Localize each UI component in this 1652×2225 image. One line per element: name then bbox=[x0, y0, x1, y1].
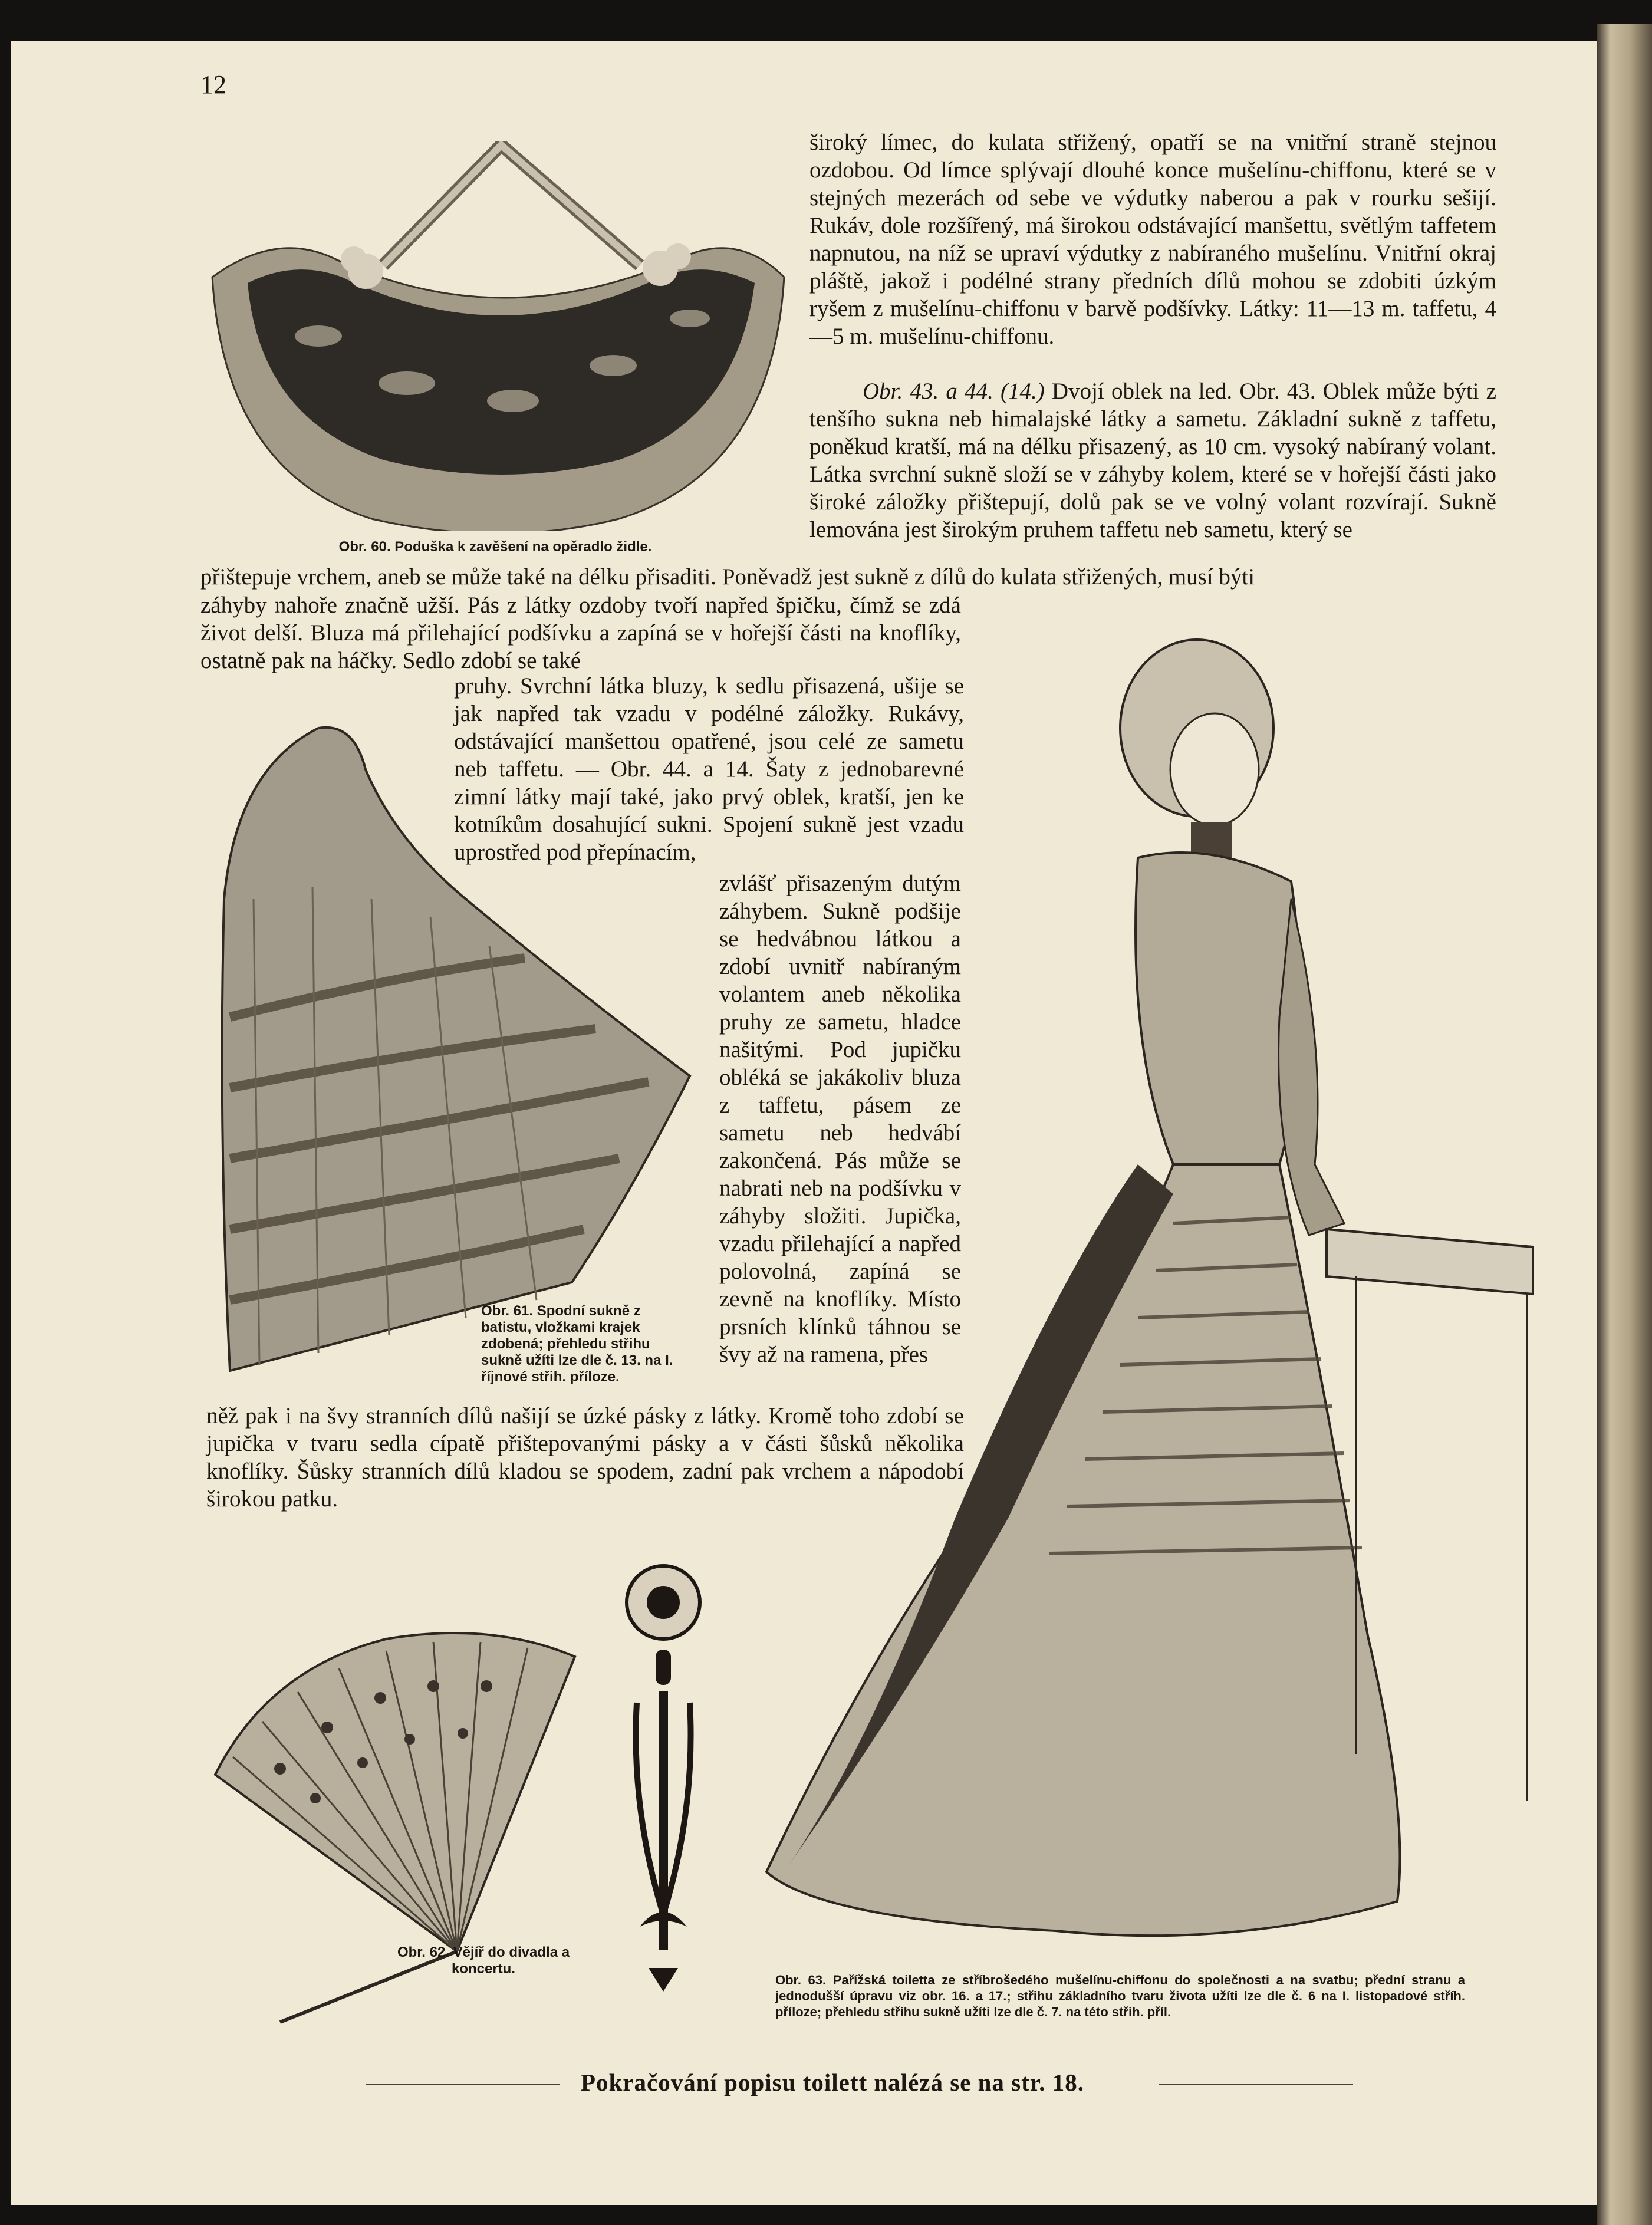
figure-63-toilette bbox=[761, 634, 1539, 1960]
column-text-obr43-body: Dvojí oblek na led. Obr. 43. Oblek může býti z tenšího sukna neb himalajské látky a sametu. Základní sukně z taffetu, poněkud kratší, má na délku přisazený, as 10 cm. vysoký nabíraný volant. Látka svrchní sukně složí se v záhyby kolem, které se v hořejší části jako široké záložky přištepují, dolů pak se ve volný volant rozvírají. Sukně lemována jest širokým pruhem taffetu neb sametu, který se bbox=[809, 378, 1497, 542]
column-text-obr43 bbox=[809, 377, 1496, 544]
figure-reference: Obr. 43. a 44. (14.) bbox=[863, 378, 1045, 404]
caption-fig60: Obr. 60. Poduška k zavěšení na opěradlo židle. bbox=[338, 539, 652, 555]
caption-fig63: Obr. 63. Pařížská toiletta ze stříbrošedého mušelínu-chiffonu do společnosti a na svatbu; přední stranu a jednodušší úpravu viz obr. 16. a 17.; střihu základního tvaru života užíti lze dle č. 6 na I. listopadové stříh. příloze; přehledu střihu sukně užíti lze dle č. 7. na této střih. příl. bbox=[775, 1973, 1465, 2019]
footer-note: Pokračování popisu toilett nalézá se na str. 18. bbox=[581, 2069, 1084, 2096]
full-width-line: přištepuje vrchem, aneb se může také na délku přisaditi. Poněvadž jest sukně z dílů do kulata střižených, musí býti bbox=[200, 564, 1255, 590]
footer-rule-left bbox=[366, 2084, 560, 2085]
ornament-flower-icon bbox=[607, 1561, 719, 1997]
footer-rule-right bbox=[1159, 2084, 1353, 2085]
figure-61-petticoat bbox=[218, 722, 696, 1383]
next-page-edge bbox=[1597, 24, 1652, 2225]
bottom-text: něž pak i na švy stranních dílů našijí se úzké pásky z látky. Kromě toho zdobí se jupička v tvaru sedla cípatě přištepovanými pásky a v části šůsků několika knoflíky. Šůsky stranních dílů kladou se spodem, zadní pak vrchem a nápodobí širokou patku. bbox=[206, 1403, 964, 1512]
mid-text-wide: záhyby nahoře značně užší. Pás z látky ozdoby tvoří napřed špičku, čímž se zdá život delší. Bluza má přilehající podšívku a zapíná se v hořejší části na knoflíky, ostatně pak na háčky. Sedlo zdobí se také bbox=[200, 593, 961, 673]
mid-text-indented: pruhy. Svrchní látka bluzy, k sedlu přisazená, ušije se jak napřed tak vzadu v podélné záložky. Rukávy, odstávající manšettou opatřené, jsou celé ze sametu neb taffetu. — Obr. 44. a 14. Šaty z jednobarevné zimní látky mají také, jako prvý oblek, kratší, jen ke kotníkům dosahující sukni. Spojení sukně jest vzadu uprostřed pod přepínacím, bbox=[454, 673, 964, 865]
caption-fig61: Obr. 61. Spodní sukně z batistu, vložkami krajek zdobená; přehledu střihu sukně užíti lze dle č. 13. na I. říjnové střih. příloze. bbox=[481, 1303, 673, 1385]
column-text-top: široký límec, do kulata střižený, opatří se na vnitřní straně stejnou ozdobou. Od límce splývají dlouhé konce mušelínu-chiffonu, které se v stejných mezerách od sebe ve výdutky naberou a pak v rourku sešijí. Rukáv, dole rozšířený, má širokou odstávající manšettu, světlým taffetem napnutou, na níž se upraví výdutky z nabíraného mušelínu. Vnitřní okraj pláště, jakož i podélné strany předních dílů mohou se zdobiti úzkým ryšem z mušelínu-chiffonu v barvě podšívky. Látky: 11—13 m. taffetu, 4—5 m. mušelínu-chiffonu. bbox=[809, 130, 1496, 349]
figure-60-cushion bbox=[206, 141, 790, 531]
narrow-text: zvlášť přisazeným dutým záhybem. Sukně podšije se hedvábnou látkou a zdobí uvnitř nabíraným volantem aneb několika pruhy ze sametu, hladce našitými. Pod jupičku obléká se jakákoliv bluza z taffetu, pásem ze sametu neb hedvábí zakončená. Pás může se nabrati neb na podšívku v záhyby složiti. Jupička, vzadu přilehající a napřed polovolná, zapíná se zevně na knoflíky. Místo prsních klínků táhnou se švy až na ramena, přes bbox=[719, 871, 961, 1367]
page-number: 12 bbox=[200, 70, 226, 99]
caption-fig62: Obr. 62. Vějíř do divadla a koncertu. bbox=[397, 1944, 570, 1977]
